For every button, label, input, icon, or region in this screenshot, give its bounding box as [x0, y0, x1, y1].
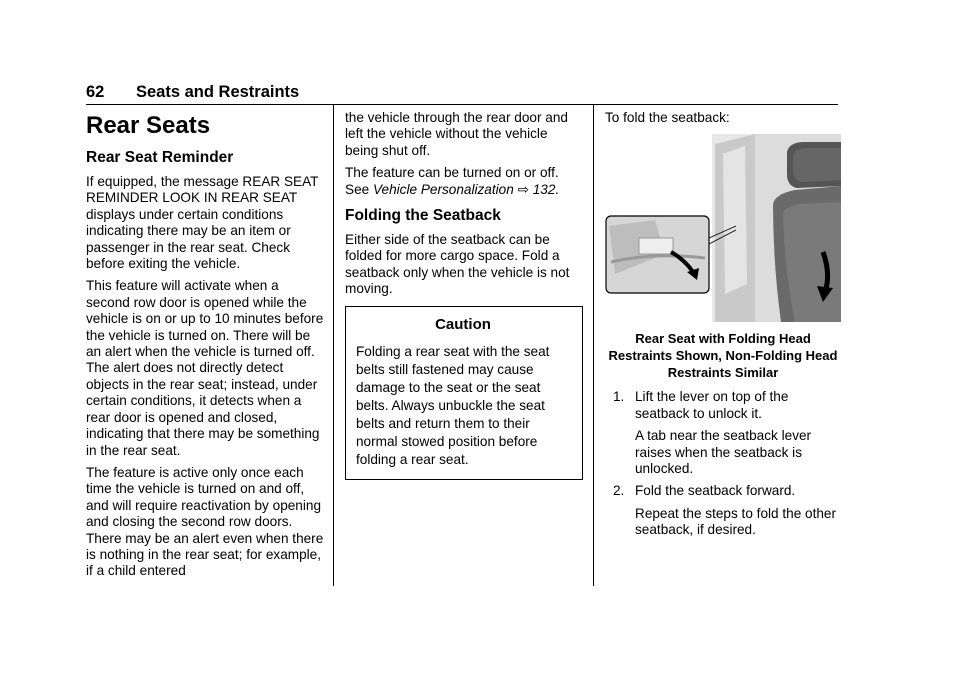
- subheading-reminder: Rear Seat Reminder: [86, 149, 234, 166]
- subheading-folding: Folding the Seatback: [345, 207, 501, 225]
- caution-box: [345, 306, 583, 480]
- paragraph: To fold the seatback:: [605, 110, 730, 125]
- see-prefix: See: [345, 181, 370, 197]
- paragraph: [345, 165, 583, 198]
- paragraph: This feature will activate when a second row door is opened while the vehicle is on or up to 10 minutes before the vehicle is turned on. There will be an alert when the vehicle is turned off. The alert does not directly detect objects in the rear seat; instead, under certain conditions, it detects when a rear door is opened and closed, indicating that there may be something in the rear seat.: [86, 278, 324, 458]
- seatback-illustration: [605, 134, 841, 322]
- page-title: Rear Seats: [86, 112, 211, 139]
- step-text: Lift the lever on top of the seatback to unlock it.: [635, 389, 789, 421]
- step-note: Repeat the steps to fold the other seatback, if desired.: [635, 505, 837, 538]
- seat-diagram-icon: [605, 134, 841, 322]
- paragraph: The feature is active only once each time the vehicle is turned on and off, and will require reactivation by opening and closing the second row doors. There may be an alert even when there is nothing in the rear seat; for example, if a child entered: [86, 464, 324, 579]
- paragraph-text: The feature can be turned on or off.: [345, 165, 559, 181]
- step-number: 2.: [613, 483, 625, 499]
- page-ref-icon: ⇨: [517, 181, 529, 197]
- column-divider: [593, 104, 594, 586]
- column-2: [345, 110, 583, 480]
- steps-list: [605, 389, 841, 538]
- paragraph: Either side of the seatback can be folded for more cargo space. Fold a seatback only when the vehicle is not moving.: [345, 232, 570, 297]
- list-item: [605, 389, 841, 477]
- cross-reference-link[interactable]: [373, 182, 559, 197]
- caution-title: Caution: [435, 315, 491, 333]
- page-header: [86, 82, 838, 105]
- page-number: 62: [86, 83, 105, 101]
- column-3: [605, 110, 841, 545]
- paragraph: If equipped, the message REAR SEAT REMINDER LOOK IN REAR SEAT displays under certain conditions indicating there may be an item or passenger in the rear seat. Check before exiting the vehicle.: [86, 174, 319, 272]
- figure-caption: Rear Seat with Folding Head Restraints Shown, Non-Folding Head Restraints Similar: [608, 331, 838, 381]
- step-note: A tab near the seatback lever raises when the seatback is unlocked.: [635, 428, 812, 477]
- step-number: 1.: [613, 389, 625, 405]
- column-1: [86, 110, 324, 586]
- list-item: [605, 483, 841, 538]
- caution-text: Folding a rear seat with the seat belts still fastened may cause damage to the seat or the seat belts. Always unbuckle the seat belts and return them to their normal stowed position before folding a rear seat.: [356, 344, 550, 468]
- paragraph: the vehicle through the rear door and left the vehicle without the vehicle being shut off.: [345, 110, 568, 158]
- cross-reference-title: Vehicle Personalization: [372, 181, 514, 197]
- step-text: Fold the seatback forward.: [635, 483, 796, 499]
- cross-reference-page: 132.: [532, 181, 560, 197]
- column-divider: [333, 104, 334, 586]
- section-title: Seats and Restraints: [136, 83, 300, 101]
